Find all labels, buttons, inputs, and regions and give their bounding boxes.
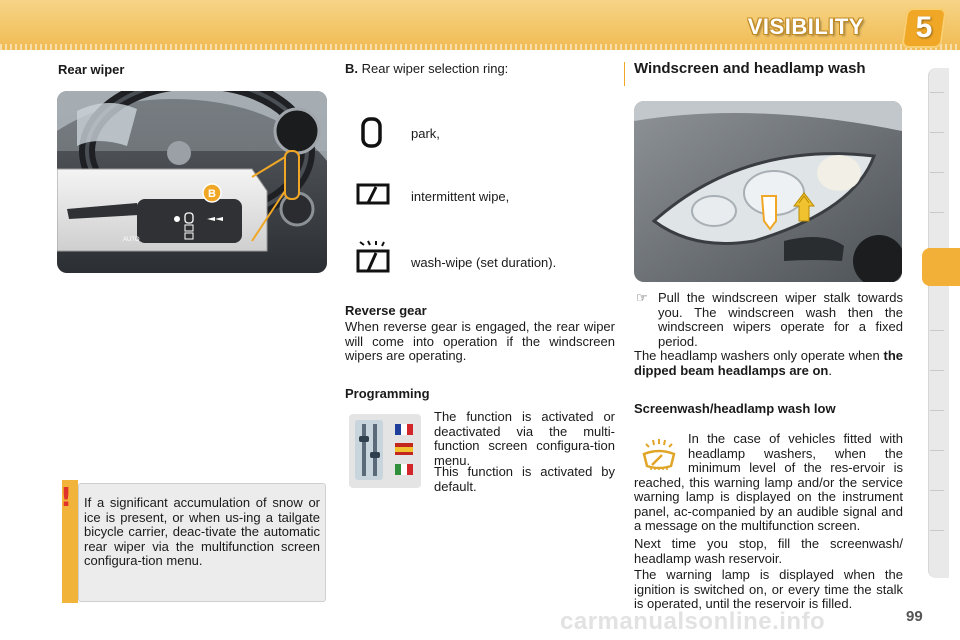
- stalk-auto-label: AUTO: [123, 237, 140, 243]
- screenwash-low-paragraph-1: In the case of vehicles fitted with headlamp washers, when the minimum level of the res-ervoir is reached, this warning lamp and/or the service warning lamp is displayed on the instrument panel, ac-companied by an audible signal and a message on the multifunction screen.: [634, 431, 903, 533]
- screenwash-low-title: Screenwash/headlamp wash low: [634, 401, 836, 416]
- rear-wiper-intermittent-icon: [354, 179, 394, 213]
- chapter-tab-active[interactable]: [922, 248, 960, 286]
- chapter-number-badge: [901, 8, 947, 48]
- chapter-tab-divider: [930, 410, 944, 411]
- warning-note-text: If a significant accumulation of snow or ice is present, or when us-ing a tailgate bicycle carrier, deac-tivate the automatic rear wiper via the multifunction screen configura-tion menu.: [84, 495, 320, 568]
- rear-wiper-stalk-illustration: [57, 91, 327, 273]
- wash-wipe-mode-label: wash-wipe (set duration).: [411, 255, 557, 270]
- chapter-tab-rail: [928, 68, 949, 578]
- selection-ring-intro: [345, 62, 508, 77]
- chapter-tab-divider: [930, 172, 944, 173]
- rear-wash-wipe-icon: [354, 239, 394, 279]
- park-mode-label: park,: [411, 126, 440, 141]
- headlamp-note-end: .: [828, 362, 832, 378]
- programming-text-1: The function is activated or deactivated via the multi-function screen configura-tion menu.: [434, 409, 615, 468]
- bullet-symbol: ☞: [636, 290, 648, 305]
- headlamp-note-bold: the dipped beam headlamps are on: [634, 348, 903, 378]
- chapter-tab-divider: [930, 92, 944, 93]
- intermittent-mode-label: intermittent wipe,: [411, 189, 510, 204]
- warning-exclamation-icon: !: [60, 483, 72, 513]
- chapter-tab-divider: [930, 490, 944, 491]
- watermark-text: carmanualsonline.info: [560, 608, 826, 635]
- headlamp-washer-photo: [634, 101, 902, 282]
- headlamp-note-start: The headlamp washers only operate when: [634, 348, 884, 363]
- chapter-tab-divider: [930, 132, 944, 133]
- chapter-tab-divider: [930, 370, 944, 371]
- programming-title: Programming: [345, 386, 430, 401]
- rear-wiper-title: Rear wiper: [58, 62, 125, 77]
- windscreen-wash-title: Windscreen and headlamp wash: [634, 60, 866, 77]
- section-title: VISIBILITY: [747, 14, 864, 39]
- chapter-tab-divider: [930, 530, 944, 531]
- rear-wiper-stalk-photo: [57, 91, 327, 273]
- screenwash-low-text-3: The warning lamp is displayed when the ignition is switched on, or every time the stalk is operated, until the reservoir is filled.: [634, 567, 903, 611]
- stalk-ring-b-label: B: [208, 188, 216, 200]
- wiper-stalk-instruction: Pull the windscreen wiper stalk towards you. The windscreen wash then the windscreen wipers operate for a fixed period.: [658, 290, 903, 349]
- chapter-tab-divider: [930, 212, 944, 213]
- chapter-number: 5: [915, 11, 933, 44]
- rear-wiper-park-icon: [357, 116, 387, 150]
- chapter-tab-divider: [930, 450, 944, 451]
- page-number: 99: [906, 608, 923, 625]
- programming-text-2: This function is activated by default.: [434, 464, 615, 494]
- headlamp-washer-illustration: [634, 101, 902, 282]
- headlamp-washer-note: [634, 349, 903, 378]
- reverse-gear-text: When reverse gear is engaged, the rear wiper will come into operation if the windscreen wipers are operating.: [345, 319, 615, 363]
- title-accent-rule: [624, 62, 625, 86]
- screenwash-low-text-2: Next time you stop, fill the screenwash/ headlamp wash reservoir.: [634, 536, 903, 566]
- screenwash-low-text-1: [634, 432, 903, 534]
- configuration-menu-icon: [349, 414, 421, 488]
- selection-ring-text: Rear wiper selection ring:: [358, 61, 509, 76]
- reverse-gear-title: Reverse gear: [345, 303, 427, 318]
- chapter-tab-divider: [930, 330, 944, 331]
- selection-ring-label: B.: [345, 61, 358, 76]
